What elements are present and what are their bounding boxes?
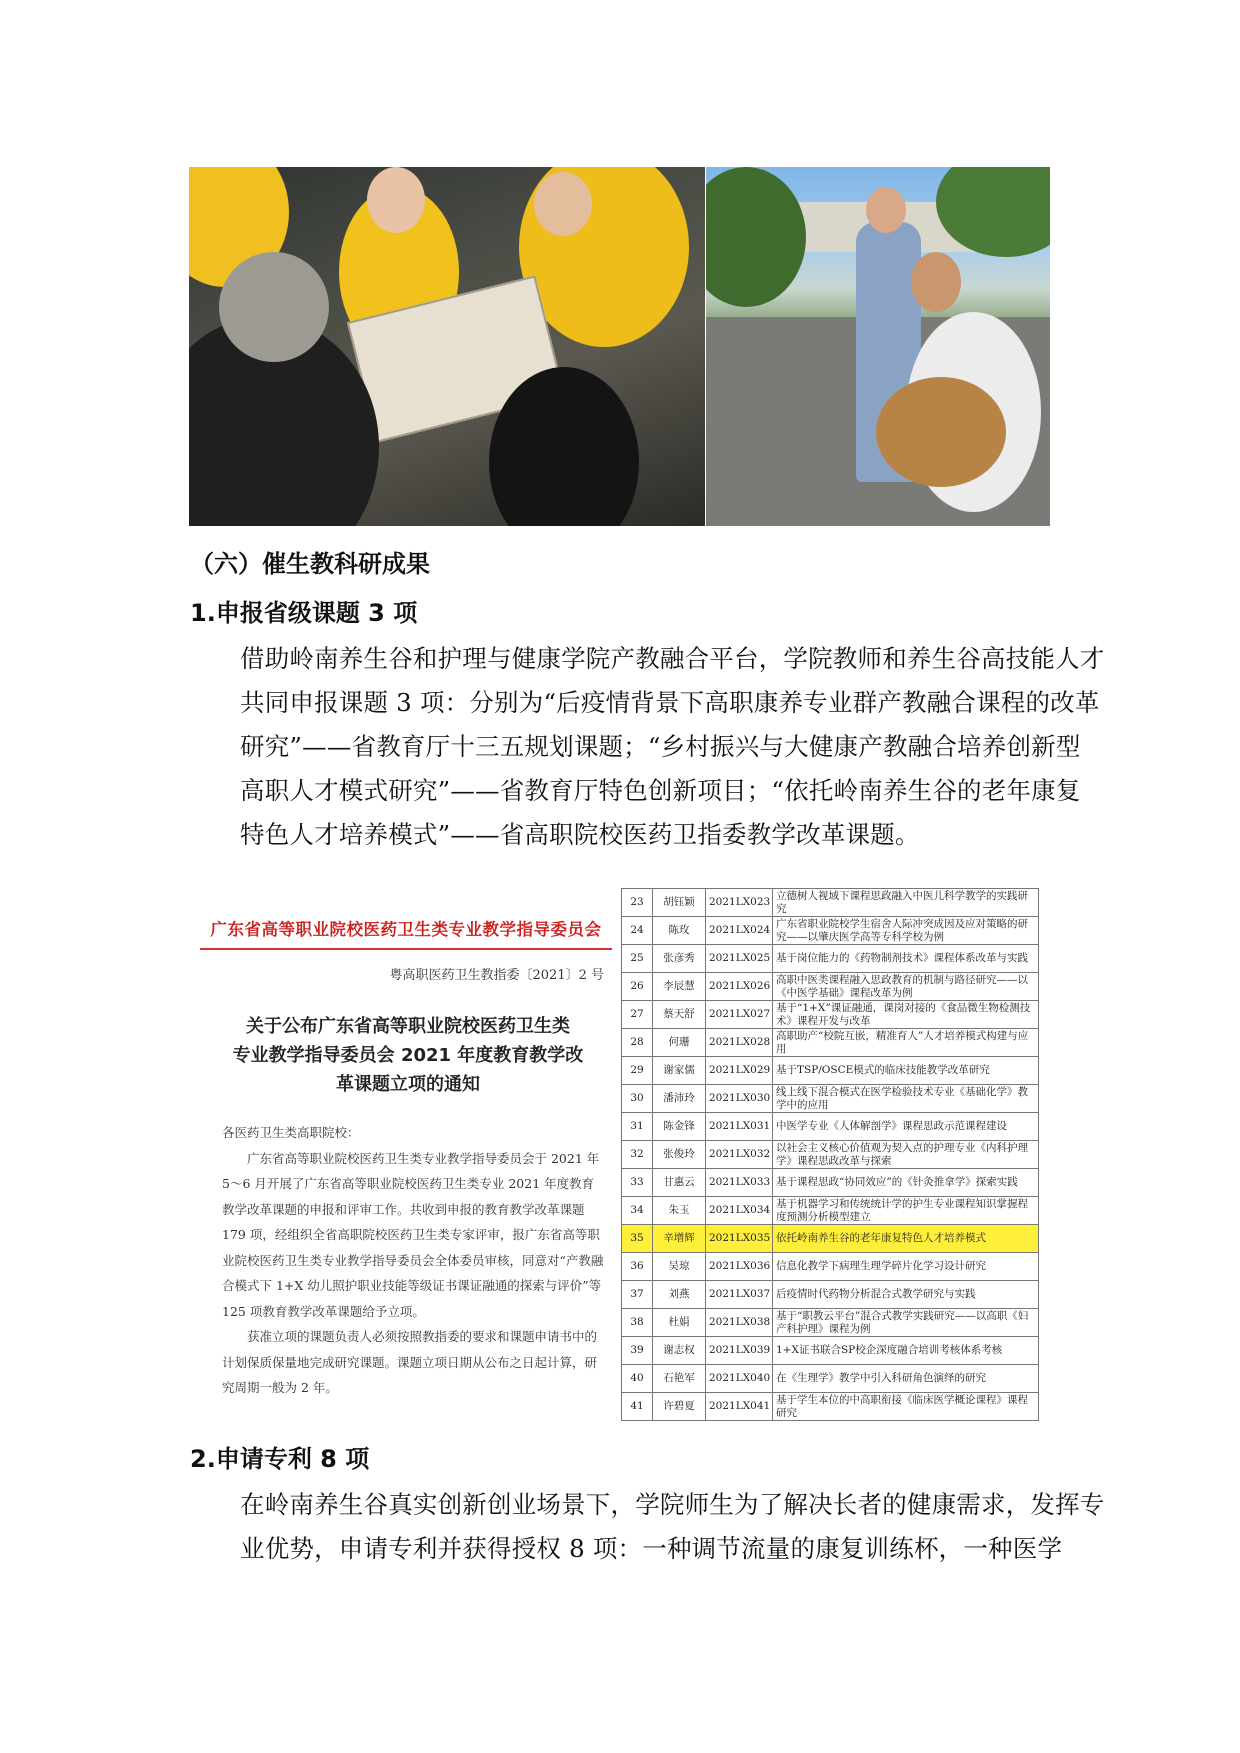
- table-cell-name: 石艳军: [653, 1365, 706, 1393]
- table-cell-title: 基于课程思政“协同效应”的《针灸推拿学》探索实践: [773, 1169, 1039, 1197]
- table-cell-title: 线上线下混合模式在医学检验技术专业《基础化学》教学中的应用: [773, 1085, 1039, 1113]
- table-cell-name: 辛增辉: [653, 1225, 706, 1253]
- table-cell-code: 2021LX034: [706, 1197, 773, 1225]
- table-row: [622, 917, 1039, 945]
- table-cell-name: 蔡天舒: [653, 1001, 706, 1029]
- notice-heading-line: 关于公布广东省高等职业院校医药卫生类: [246, 1016, 570, 1037]
- notice-org-title: 广东省高等职业院校医药卫生类专业教学指导委员会: [210, 920, 602, 939]
- table-cell-code: 2021LX041: [706, 1393, 773, 1421]
- table-cell-name: 张彦秀: [653, 945, 706, 973]
- table-cell-no: 31: [622, 1113, 653, 1141]
- table-cell-title: 在《生理学》教学中引入科研角色演绎的研究: [773, 1365, 1039, 1393]
- table-cell-code: 2021LX026: [706, 973, 773, 1001]
- table-cell-name: 谢志权: [653, 1337, 706, 1365]
- table-cell-no: 32: [622, 1141, 653, 1169]
- subsection-heading-patents: 2.申请专利 8 项: [190, 1445, 370, 1473]
- table-cell-code: 2021LX033: [706, 1169, 773, 1197]
- table-cell-name: 陈金锋: [653, 1113, 706, 1141]
- notice-body: [222, 1120, 604, 1401]
- project-table: [621, 888, 1039, 1421]
- table-cell-title: 基于“1+X”课证融通，课岗对接的《食品微生物检测技术》课程开发与改革: [773, 1001, 1039, 1029]
- table-cell-no: 27: [622, 1001, 653, 1029]
- table-cell-title: 广东省职业院校学生宿舍人际冲突成因及应对策略的研究——以肇庆医学高等专科学校为例: [773, 917, 1039, 945]
- table-row: [622, 1001, 1039, 1029]
- table-row: [622, 1029, 1039, 1057]
- table-cell-code: 2021LX024: [706, 917, 773, 945]
- paragraph-topics: 借助岭南养生谷和护理与健康学院产教融合平台，学院教师和养生谷高技能人才共同申报课题 3 项：分别为“后疫情背景下高职康养专业群产教融合课程的改革研究”——省教育厅十三五规划课题；“乡村振兴与大健康产教融合培养创新型高职人才模式研究”——省教育厅特色创新项目；“依托岭南养生谷的老年康复特色人才培养模式”——省高职院校医药卫指委教学改革课题。: [240, 644, 1105, 849]
- table-cell-no: 33: [622, 1169, 653, 1197]
- table-row: [622, 973, 1039, 1001]
- notice-heading: [218, 1012, 598, 1099]
- photo-music-activity: [706, 167, 1050, 526]
- table-cell-no: 36: [622, 1253, 653, 1281]
- table-row: [622, 945, 1039, 973]
- table-row: [622, 1057, 1039, 1085]
- table-row: [622, 1253, 1039, 1281]
- table-cell-name: 陈玫: [653, 917, 706, 945]
- table-row: [622, 1197, 1039, 1225]
- table-cell-name: 张俊玲: [653, 1141, 706, 1169]
- table-cell-title: 依托岭南养生谷的老年康复特色人才培养模式: [773, 1225, 1039, 1253]
- table-cell-no: 28: [622, 1029, 653, 1057]
- table-cell-code: 2021LX028: [706, 1029, 773, 1057]
- table-row: [622, 1309, 1039, 1337]
- table-cell-code: 2021LX023: [706, 889, 773, 917]
- photo-figure: [219, 252, 329, 362]
- subsection-heading-topics: 1.申报省级课题 3 项: [190, 599, 418, 627]
- notice-heading-line: 革课题立项的通知: [336, 1074, 480, 1095]
- table-cell-code: 2021LX035: [706, 1225, 773, 1253]
- table-cell-name: 朱玉: [653, 1197, 706, 1225]
- table-cell-no: 35: [622, 1225, 653, 1253]
- table-cell-no: 26: [622, 973, 653, 1001]
- table-cell-no: 25: [622, 945, 653, 973]
- table-cell-title: 立德树人视域下课程思政融入中医儿科学教学的实践研究: [773, 889, 1039, 917]
- table-cell-no: 34: [622, 1197, 653, 1225]
- notice-paragraph: 广东省高等职业院校医药卫生类专业教学指导委员会于 2021 年 5～6 月开展了广东省高等职业院校医药卫生类专业 2021 年度教育教学改革课题的申报和评审工作。共收到申报的教育教学改革课题 179 项，经组织全省高职院校医药卫生类专家评审，报广东省高等职业院校医药卫生类专业教学指导委员会全体委员审核，同意对“产教融合模式下 1+X 幼儿照护职业技能等级证书课证融通的探索与评价”等 125 项教育教学改革课题给予立项。: [222, 1150, 604, 1319]
- table-cell-title: 信息化教学下病理生理学碎片化学习设计研究: [773, 1253, 1039, 1281]
- table-cell-name: 何珊: [653, 1029, 706, 1057]
- table-cell-title: 1+X证书联合SP校企深度融合培训考核体系考核: [773, 1337, 1039, 1365]
- table-cell-title: 基于学生本位的中高职衔接《临床医学概论课程》课程研究: [773, 1393, 1039, 1421]
- table-cell-name: 潘沛玲: [653, 1085, 706, 1113]
- table-row: [622, 1393, 1039, 1421]
- photo-face: [534, 172, 592, 236]
- table-row: [622, 1225, 1039, 1253]
- table-cell-no: 38: [622, 1309, 653, 1337]
- table-cell-name: 刘燕: [653, 1281, 706, 1309]
- table-cell-code: 2021LX030: [706, 1085, 773, 1113]
- table-row: [622, 1337, 1039, 1365]
- table-row: [622, 1365, 1039, 1393]
- photo-tree: [706, 167, 806, 307]
- photo-guitar: [876, 377, 1006, 487]
- table-row: [622, 1281, 1039, 1309]
- table-cell-code: 2021LX027: [706, 1001, 773, 1029]
- table-cell-title: 高职助产“校院互嵌，精准育人”人才培养模式构建与应用: [773, 1029, 1039, 1057]
- table-row: [622, 1141, 1039, 1169]
- table-row: [622, 1169, 1039, 1197]
- photo-face: [911, 252, 961, 312]
- table-row: [622, 1113, 1039, 1141]
- table-cell-name: 吴琼: [653, 1253, 706, 1281]
- notice-salutation: 各医药卫生类高职院校：: [222, 1125, 360, 1140]
- table-cell-code: 2021LX036: [706, 1253, 773, 1281]
- table-cell-name: 李辰慧: [653, 973, 706, 1001]
- table-cell-code: 2021LX029: [706, 1057, 773, 1085]
- photo-chess-activity: [189, 167, 705, 526]
- table-row: [622, 889, 1039, 917]
- table-cell-code: 2021LX025: [706, 945, 773, 973]
- table-cell-code: 2021LX032: [706, 1141, 773, 1169]
- table-cell-title: 以社会主义核心价值观为契入点的护理专业《内科护理学》课程思政改革与探索: [773, 1141, 1039, 1169]
- table-cell-code: 2021LX039: [706, 1337, 773, 1365]
- table-cell-no: 41: [622, 1393, 653, 1421]
- table-cell-no: 24: [622, 917, 653, 945]
- table-cell-code: 2021LX040: [706, 1365, 773, 1393]
- section-heading: （六）催生教科研成果: [190, 550, 430, 578]
- table-cell-no: 40: [622, 1365, 653, 1393]
- table-cell-code: 2021LX038: [706, 1309, 773, 1337]
- notice-document: [200, 902, 612, 1442]
- notice-red-rule: [200, 948, 612, 950]
- table-cell-code: 2021LX037: [706, 1281, 773, 1309]
- table-cell-title: 基于TSP/OSCE模式的临床技能教学改革研究: [773, 1057, 1039, 1085]
- table-cell-no: 29: [622, 1057, 653, 1085]
- table-row: [622, 1085, 1039, 1113]
- photo-face: [866, 187, 906, 233]
- paragraph-patents: 在岭南养生谷真实创新创业场景下，学院师生为了解决长者的健康需求，发挥专业优势，申请专利并获得授权 8 项：一种调节流量的康复训练杯，一种医学: [240, 1490, 1105, 1563]
- table-cell-title: 后疫情时代药物分析混合式教学研究与实践: [773, 1281, 1039, 1309]
- notice-doc-number: 粤高职医药卫生教指委〔2021〕2 号: [389, 968, 604, 983]
- table-cell-title: 基于岗位能力的《药物制剂技术》课程体系改革与实践: [773, 945, 1039, 973]
- table-cell-title: 基于“职教云平台”混合式教学实践研究——以高职《妇产科护理》课程为例: [773, 1309, 1039, 1337]
- table-cell-code: 2021LX031: [706, 1113, 773, 1141]
- photo-face: [367, 167, 425, 233]
- table-cell-title: 高职中医类课程融入思政教育的机制与路径研究——以《中医学基础》课程改革为例: [773, 973, 1039, 1001]
- table-cell-no: 30: [622, 1085, 653, 1113]
- table-cell-name: 胡钰颖: [653, 889, 706, 917]
- table-cell-title: 中医学专业《人体解剖学》课程思政示范课程建设: [773, 1113, 1039, 1141]
- table-cell-no: 23: [622, 889, 653, 917]
- table-cell-no: 37: [622, 1281, 653, 1309]
- table-cell-name: 许碧夏: [653, 1393, 706, 1421]
- table-cell-name: 甘惠云: [653, 1169, 706, 1197]
- table-cell-name: 谢家儒: [653, 1057, 706, 1085]
- notice-paragraph: 获准立项的课题负责人必须按照教指委的要求和课题申请书中的计划保质保量地完成研究课题。课题立项日期从公布之日起计算，研究周期一般为 2 年。: [222, 1329, 598, 1395]
- table-cell-no: 39: [622, 1337, 653, 1365]
- table-cell-name: 杜娟: [653, 1309, 706, 1337]
- table-cell-title: 基于机器学习和传统统计学的护生专业课程知识掌握程度预测分析模型建立: [773, 1197, 1039, 1225]
- notice-heading-line: 专业教学指导委员会 2021 年度教育教学改: [232, 1045, 584, 1066]
